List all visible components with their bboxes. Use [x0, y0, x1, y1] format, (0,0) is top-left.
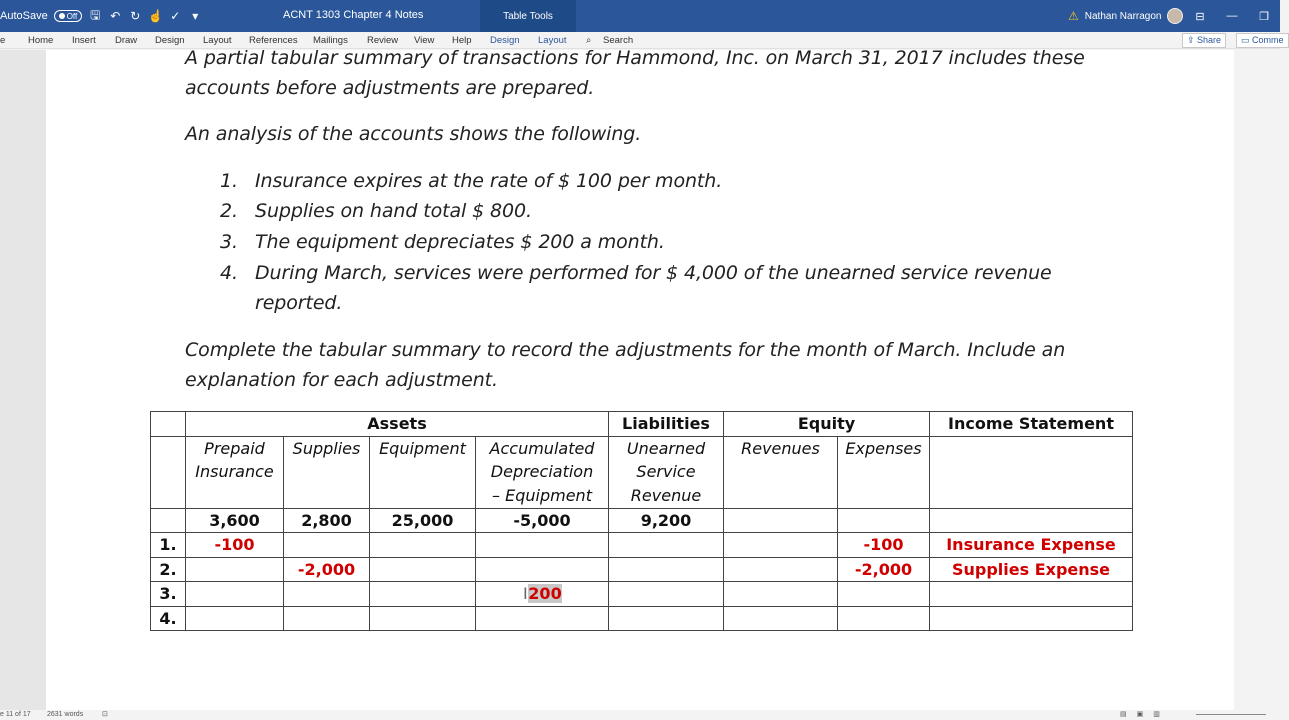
analysis-text: An analysis of the accounts shows the following. [185, 123, 642, 145]
autosave-toggle[interactable] [54, 10, 83, 22]
adjustment-expenses[interactable] [838, 582, 930, 607]
table-cell[interactable] [724, 533, 838, 558]
tab-table-design[interactable]: Design [490, 35, 520, 46]
user-name[interactable]: Nathan Narragon [1084, 10, 1162, 22]
row-number[interactable]: 1. [151, 533, 186, 558]
liabilities-header[interactable]: Liabilities [609, 412, 724, 437]
table-cell[interactable] [151, 508, 186, 533]
balance-unearned-revenue[interactable]: 9,200 [609, 508, 724, 533]
instruction-line-1: Complete the tabular summary to record the adjustments for the month of March. Include an [185, 339, 1066, 361]
spelling-icon[interactable]: ✓ [170, 9, 181, 23]
tab-design[interactable]: Design [155, 35, 185, 46]
income-statement-header[interactable]: Income Statement [930, 412, 1133, 437]
header-line: Prepaid [204, 438, 265, 458]
balance-supplies[interactable]: 2,800 [284, 508, 370, 533]
tab-mailings[interactable]: Mailings [313, 35, 348, 46]
table-cell[interactable] [609, 533, 724, 558]
tabular-summary-table[interactable] [150, 411, 1133, 631]
equipment-header[interactable] [370, 436, 476, 508]
table-cell[interactable] [724, 606, 838, 631]
adjustment-expenses[interactable]: -100 [838, 533, 930, 558]
adjustment-prepaid[interactable] [186, 606, 284, 631]
table-cell[interactable] [724, 557, 838, 582]
tab-review[interactable]: Review [367, 35, 399, 46]
assets-header[interactable]: Assets [186, 412, 609, 437]
table-cell[interactable] [609, 606, 724, 631]
instruction-line-2: explanation for each adjustment. [185, 369, 498, 391]
page-count[interactable]: e 11 of 17 [0, 711, 31, 718]
search-icon[interactable]: ⌕ [586, 35, 592, 46]
undo-icon[interactable]: ↶ [110, 9, 121, 23]
redo-icon[interactable]: ↻ [130, 9, 141, 23]
adjustment-accum[interactable] [476, 533, 609, 558]
document-title: ACNT 1303 Chapter 4 Notes [283, 9, 424, 21]
table-cell[interactable] [609, 557, 724, 582]
toggle-knob-icon [59, 13, 65, 19]
status-bar [0, 710, 1280, 720]
adjustment-income-account[interactable]: Insurance Expense [930, 533, 1133, 558]
adjustment-accum-cell[interactable] [476, 582, 609, 607]
search-box[interactable]: Search [603, 35, 634, 46]
table-row [151, 582, 1133, 607]
balance-accum-depreciation[interactable]: -5,000 [476, 508, 609, 533]
list-item-1: Insurance expires at the rate of $ 100 per month. [255, 170, 723, 192]
vertical-scroll-area[interactable] [1234, 50, 1280, 710]
autosave-state: Off [66, 11, 78, 21]
text-cursor-icon: I [522, 584, 528, 603]
adjustment-prepaid[interactable] [186, 582, 284, 607]
save-icon[interactable]: 🖫 [90, 7, 101, 22]
table-cell[interactable] [609, 582, 724, 607]
row-number[interactable]: 4. [151, 606, 186, 631]
tab-view[interactable]: View [414, 35, 435, 46]
list-item-2: Supplies on hand total $ 800. [255, 200, 532, 222]
table-cell[interactable] [930, 508, 1133, 533]
header-line: – Equipment [492, 485, 592, 505]
comment-icon: ▭ [1241, 35, 1253, 45]
intro-line-1: A partial tabular summary of transactions for Hammond, Inc. on March 31, 2017 includes these [185, 47, 1085, 69]
header-line: Revenue [630, 485, 702, 505]
adjustment-supplies[interactable] [284, 606, 370, 631]
adjustment-expenses[interactable] [838, 606, 930, 631]
header-line: Expenses [845, 438, 922, 458]
prepaid-insurance-header[interactable] [186, 436, 284, 508]
unearned-revenue-header[interactable] [609, 436, 724, 508]
balance-prepaid[interactable]: 3,600 [186, 508, 284, 533]
list-number-4: 4. [220, 262, 238, 284]
table-row [151, 557, 1133, 582]
adjustment-income-account[interactable] [930, 606, 1133, 631]
comments-button[interactable] [1236, 33, 1289, 48]
view-buttons [1120, 710, 1160, 718]
blank-header-cell[interactable] [151, 436, 186, 508]
header-line: Accumulated [489, 438, 595, 458]
adjustment-accum[interactable] [476, 557, 609, 582]
warning-icon[interactable]: ⚠ [1068, 9, 1079, 23]
header-line: Revenues [741, 438, 820, 458]
tab-help[interactable]: Help [452, 35, 472, 46]
table-cell[interactable] [724, 508, 838, 533]
share-button[interactable] [1182, 33, 1226, 48]
tab-file[interactable]: e [0, 35, 6, 46]
row-number[interactable]: 3. [151, 582, 186, 607]
revenues-header[interactable] [724, 436, 838, 508]
header-line: Insurance [195, 462, 274, 481]
adjustment-prepaid[interactable]: -100 [186, 533, 284, 558]
list-number-2: 2. [220, 200, 238, 222]
header-line: Service [636, 462, 696, 481]
restore-icon[interactable]: ❐ [1259, 10, 1269, 23]
table-cell[interactable] [370, 533, 476, 558]
income-blank-header[interactable] [930, 436, 1133, 508]
print-layout-icon[interactable]: ▣ [1136, 711, 1144, 718]
avatar[interactable] [1167, 8, 1183, 24]
group-header-row [151, 412, 1133, 437]
row-number[interactable]: 2. [151, 557, 186, 582]
title-bar [0, 0, 1280, 32]
zoom-slider[interactable] [1196, 714, 1266, 715]
table-row [151, 533, 1133, 558]
header-line: Equipment [379, 438, 466, 458]
touch-mode-icon[interactable]: ☝ [148, 9, 164, 23]
list-item-3: The equipment depreciates $ 200 a month. [255, 231, 665, 253]
table-tools-context: Table Tools [480, 0, 576, 32]
equity-header[interactable]: Equity [724, 412, 930, 437]
share-label: Share [1197, 35, 1222, 45]
corner-cell[interactable] [151, 412, 186, 437]
tab-home[interactable]: Home [28, 35, 54, 46]
word-count[interactable]: 2631 words [47, 711, 84, 718]
proofing-icon[interactable]: ⊡ [102, 711, 108, 718]
autosave-label: AutoSave [0, 10, 48, 22]
adjustment-prepaid[interactable] [186, 557, 284, 582]
adjustment-expenses[interactable]: -2,000 [838, 557, 930, 582]
balance-equipment[interactable]: 25,000 [370, 508, 476, 533]
table-cell[interactable] [838, 508, 930, 533]
minimize-icon[interactable]: — [1226, 10, 1238, 22]
intro-line-2: accounts before adjustments are prepared. [185, 77, 595, 99]
window-controls [1184, 0, 1280, 32]
expenses-header[interactable] [838, 436, 930, 508]
accumulated-depreciation-header[interactable] [476, 436, 609, 508]
list-number-3: 3. [220, 231, 238, 253]
adjustment-income-account[interactable] [930, 582, 1133, 607]
column-header-row [151, 436, 1133, 508]
customize-toolbar-icon[interactable]: ▾ [192, 9, 199, 23]
document-page[interactable] [46, 47, 1234, 710]
table-row [151, 606, 1133, 631]
adjustment-accum[interactable] [476, 606, 609, 631]
web-layout-icon[interactable]: ▥ [1153, 711, 1160, 718]
tab-layout[interactable]: Layout [203, 35, 232, 46]
adjustment-supplies[interactable]: -2,000 [284, 557, 370, 582]
ribbon-display-icon[interactable]: ⊟ [1195, 10, 1205, 23]
table-cell[interactable] [370, 582, 476, 607]
tab-draw[interactable]: Draw [115, 35, 138, 46]
header-line: Supplies [292, 438, 361, 458]
table-cell[interactable] [724, 582, 838, 607]
table-cell[interactable] [370, 557, 476, 582]
adjustment-supplies[interactable] [284, 533, 370, 558]
list-item-4: During March, services were performed for $ 4,000 of the unearned service revenue [255, 262, 1052, 284]
balance-row [151, 508, 1133, 533]
list-item-4-cont: reported. [255, 292, 343, 314]
quick-access-toolbar [0, 0, 202, 32]
share-icon: ⇪ [1187, 35, 1198, 45]
selected-text[interactable]: 200 [528, 584, 562, 603]
tab-insert[interactable]: Insert [72, 35, 96, 46]
read-mode-icon[interactable]: ▤ [1120, 711, 1127, 718]
header-line: Depreciation [490, 462, 594, 481]
adjustment-supplies[interactable] [284, 582, 370, 607]
tab-references[interactable]: References [249, 35, 298, 46]
table-cell[interactable] [370, 606, 476, 631]
list-number-1: 1. [220, 170, 238, 192]
comments-label: Comme [1252, 35, 1284, 45]
tab-table-layout[interactable]: Layout [538, 35, 567, 46]
supplies-header[interactable] [284, 436, 370, 508]
header-line: Unearned [626, 438, 706, 458]
user-area[interactable] [1068, 0, 1183, 32]
adjustment-income-account[interactable]: Supplies Expense [930, 557, 1133, 582]
